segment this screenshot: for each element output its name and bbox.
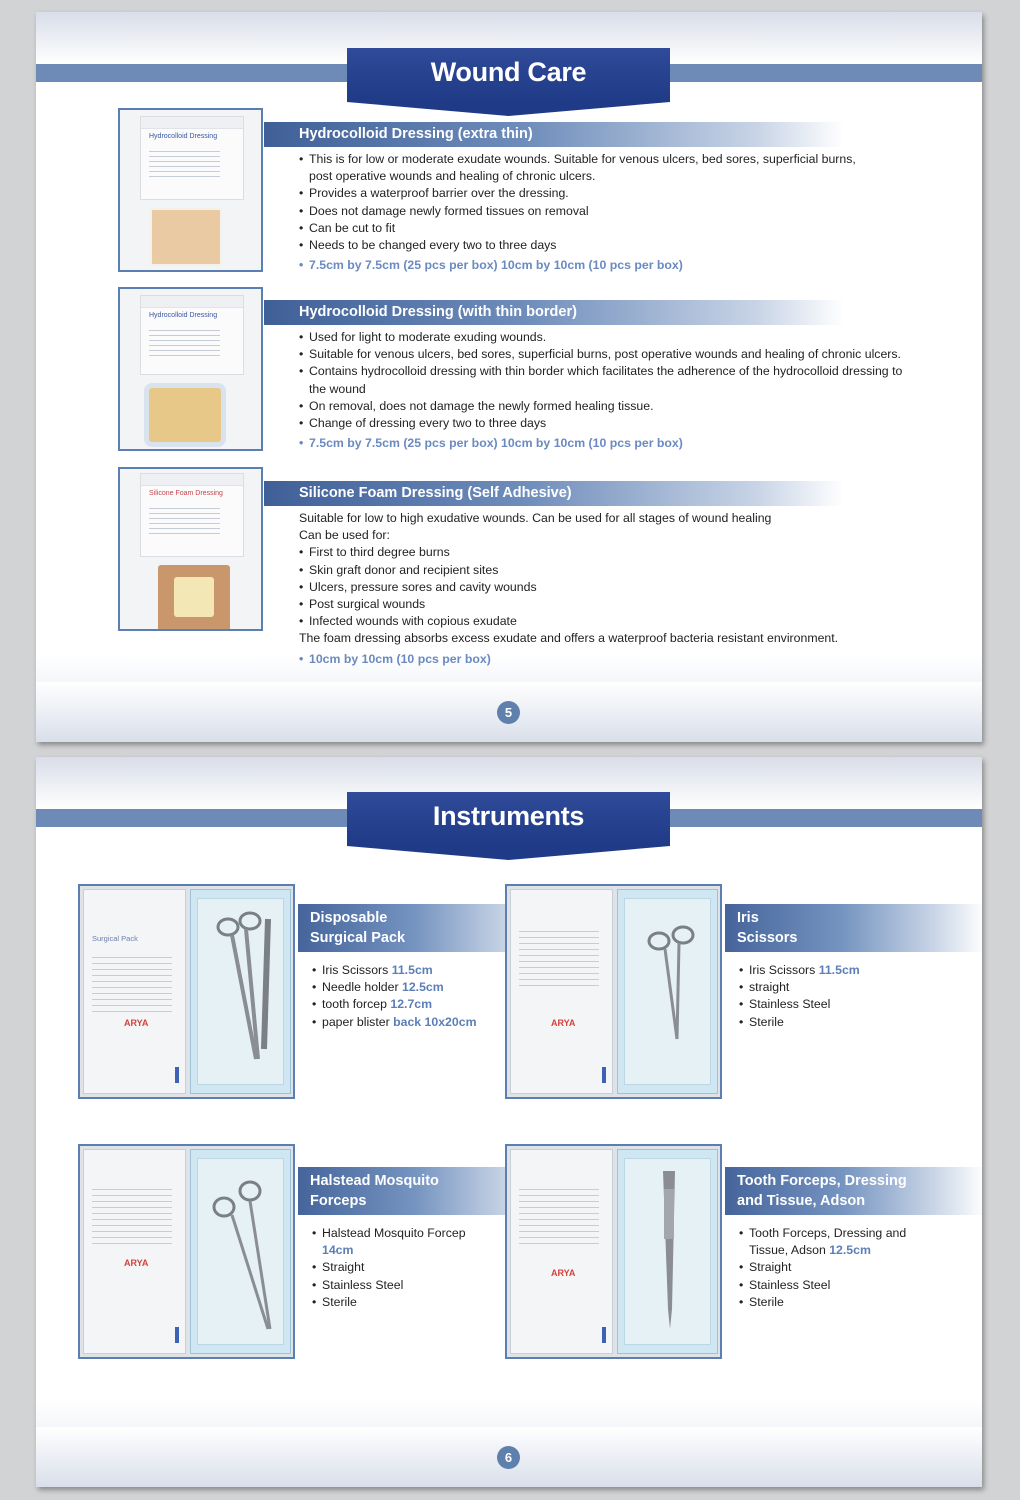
section-title: Wound Care [347,48,670,102]
section-title: Instruments [347,792,670,846]
dressing-pad-image [144,383,226,447]
instrument-image-iris-scissors [505,884,722,1099]
list-item: • Tooth Forceps, Dressing and Tissue, Adson 12.5cm [739,1225,929,1259]
tweezers-icon [625,1159,714,1346]
list-item: • Post surgical wounds [299,596,959,613]
product-description [299,329,959,452]
list-item: • tooth forcep 12.7cm [312,996,502,1013]
product-image-hydrocolloid-thin-border [118,287,263,451]
list-item: • Suitable for venous ulcers, bed sores, superficial burns, post operative wounds and healing of chronic ulcers. [299,346,959,363]
list-item: • First to third degree burns [299,544,959,561]
list-item: • paper blister back 10x20cm [312,1014,502,1031]
list-item: • Change of dressing every two to three days [299,415,959,432]
list-item: • Stainless Steel [739,1277,929,1294]
package-image: Hydrocolloid Dressing [140,295,244,375]
instrument-photo [190,889,291,1094]
instrument-image-mosquito-forceps [78,1144,295,1359]
list-item: • Contains hydrocolloid dressing with thin border which facilitates the adherence of the hydrocolloid dressing to [299,363,959,380]
instrument-specs [312,962,502,1031]
package-image: ARYA [510,1149,613,1354]
list-item: • Provides a waterproof barrier over the dressing. [299,185,959,202]
list-item: • Iris Scissors 11.5cm [312,962,502,979]
list-item: • Stainless Steel [312,1277,472,1294]
package-image: Hydrocolloid Dressing [140,116,244,200]
list-item: • Straight [739,1259,929,1276]
list-item: • Iris Scissors 11.5cm [739,962,929,979]
list-item: • Used for light to moderate exuding wounds. [299,329,959,346]
list-item: • Needle holder 12.5cm [312,979,502,996]
scissors-icon [625,899,714,1086]
instrument-image-surgical-pack [78,884,295,1099]
product-sizes: • 7.5cm by 7.5cm (25 pcs per box) 10cm by 10cm (10 pcs per box) [299,257,959,274]
page-instruments [36,757,982,1487]
package-image: ARYA [83,1149,186,1354]
surgical-pack-instruments-icon [198,899,287,1086]
product-sizes: • 7.5cm by 7.5cm (25 pcs per box) 10cm by 10cm (10 pcs per box) [299,435,959,452]
instrument-title: Halstead Mosquito Forceps [298,1167,558,1215]
list-item: • Stainless Steel [739,996,929,1013]
product-title: Hydrocolloid Dressing (with thin border) [264,300,844,325]
list-item: • Sterile [312,1294,472,1311]
instrument-photo [617,1149,718,1354]
instrument-specs [739,1225,929,1311]
instrument-photo [190,1149,291,1354]
instrument-specs [739,962,929,1031]
list-item: • Sterile [739,1294,929,1311]
list-item: • Ulcers, pressure sores and cavity wounds [299,579,959,596]
package-image: Silicone Foam Dressing [140,473,244,557]
product-intro: Can be used for: [299,528,390,543]
list-item: the wound [309,381,366,396]
product-image-silicone-foam [118,467,263,631]
instrument-title: Tooth Forceps, Dressing and Tissue, Adson [725,1167,982,1215]
instrument-title: Disposable Surgical Pack [298,904,558,952]
instrument-title: Iris Scissors [725,904,982,952]
list-item: • Can be cut to fit [299,220,959,237]
list-item: • Halstead Mosquito Forcep 14cm [312,1225,472,1259]
list-item: • This is for low or moderate exudate wounds. Suitable for venous ulcers, bed sores, superficial burns, [299,151,959,168]
list-item: • Skin graft donor and recipient sites [299,562,959,579]
list-item: • Does not damage newly formed tissues on removal [299,203,959,220]
package-image: Surgical Pack ARYA [83,889,186,1094]
forceps-icon [198,1159,287,1346]
product-description [299,510,959,668]
list-item: • straight [739,979,929,996]
list-item: • On removal, does not damage the newly formed healing tissue. [299,398,959,415]
page-number: 5 [497,701,520,724]
product-outro: The foam dressing absorbs excess exudate and offers a waterproof bacteria resistant environment. [299,631,839,646]
instrument-specs [312,1225,472,1311]
product-title: Hydrocolloid Dressing (extra thin) [264,122,844,147]
package-image: ARYA [510,889,613,1094]
page-wound-care [36,12,982,742]
instrument-photo [617,889,718,1094]
product-sizes: • 10cm by 10cm (10 pcs per box) [299,651,959,668]
page-number: 6 [497,1446,520,1469]
product-image-hydrocolloid-extra-thin [118,108,263,272]
list-item: • Infected wounds with copious exudate [299,613,959,630]
list-item: • Needs to be changed every two to three days [299,237,959,254]
list-item: post operative wounds and healing of chronic ulcers. [309,169,596,184]
product-intro: Suitable for low to high exudative wounds. Can be used for all stages of wound healing [299,511,772,525]
list-item: • Sterile [739,1014,929,1031]
instrument-image-adson-forceps [505,1144,722,1359]
product-title: Silicone Foam Dressing (Self Adhesive) [264,481,844,506]
dressing-pad-image [150,208,222,266]
list-item: • Straight [312,1259,472,1276]
product-description [299,151,959,274]
